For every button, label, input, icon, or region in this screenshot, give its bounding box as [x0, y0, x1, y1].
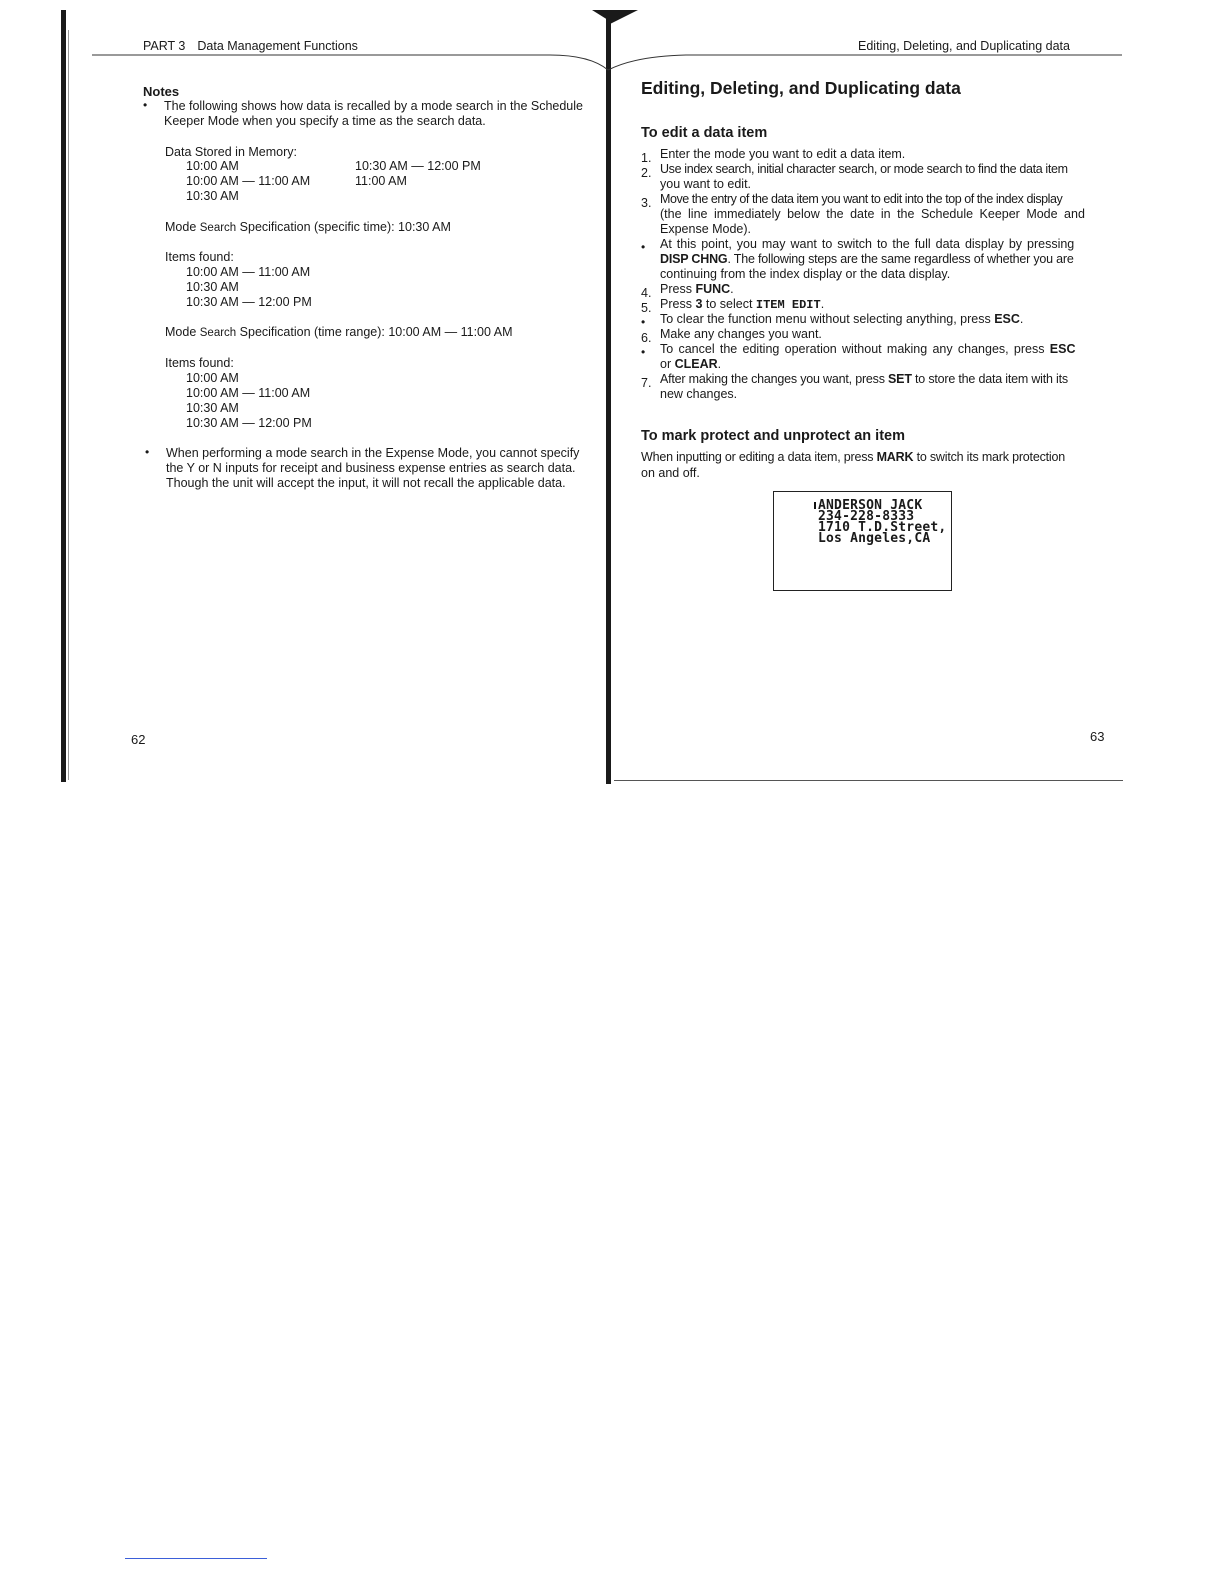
items-found-2-item: 10:00 AM — 11:00 AM [186, 386, 311, 400]
step-4-text [660, 282, 734, 297]
bullet3-post: . [717, 357, 722, 371]
lcd-display [773, 491, 952, 591]
bullet2-pre: To clear the function menu without selecting anything, press [660, 312, 995, 326]
bullet1-line3: continuing from the index display or the data display. [660, 267, 951, 281]
step-2-line2: you want to edit. [660, 177, 752, 191]
left-binding-edge [61, 10, 66, 782]
lcd-line: 234-228-8333 [818, 509, 915, 524]
note2-line1: When performing a mode search in the Expense Mode, you cannot specify [166, 446, 580, 460]
key-clear: CLEAR [674, 357, 718, 371]
step-5-post: . [820, 297, 825, 311]
step-number: 1. [641, 151, 652, 165]
section1-heading: To edit a data item [641, 125, 768, 141]
items-found-1-item: 10:00 AM — 11:00 AM [186, 265, 311, 279]
spec2-part-a: Mode [165, 325, 200, 339]
step-7-pre: After making the changes you want, press [660, 372, 889, 386]
bullet3-line1 [660, 342, 1075, 357]
bullet1-line2-rest: . The following steps are the same regardless of whether you are [727, 252, 1074, 266]
right-bottom-rule [614, 780, 1123, 781]
bullet1-line1: At this point, you may want to switch to the full data display by pressing [660, 237, 1075, 251]
step-3-line1: Move the entry of the data item you want to edit into the top of the index display [660, 192, 1063, 206]
step-3-line3: Expense Mode). [660, 222, 752, 236]
items-found-label-1: Items found: [165, 250, 234, 264]
items-found-2-item: 10:00 AM [186, 371, 239, 385]
items-found-2-item: 10:30 AM [186, 401, 239, 415]
section2-post: to switch its mark protection [913, 450, 1065, 464]
lcd-line: Los Angeles,CA [818, 531, 931, 546]
spec2-part-c: Specification (time range): 10:00 AM — 11:00 AM [236, 325, 513, 339]
step-2-line1: Use index search, initial character search, or mode search to find the data item [660, 162, 1068, 176]
bullet1-line2 [660, 252, 1074, 267]
step-number: 5. [641, 301, 652, 315]
data-stored-label: Data Stored in Memory: [165, 145, 297, 159]
data-stored-item: 10:00 AM [186, 159, 239, 173]
data-stored-item: 10:00 AM — 11:00 AM [186, 174, 311, 188]
lcd-line: 1710 T.D.Street, [818, 520, 947, 535]
note1-line2: Keeper Mode when you specify a time as the search data. [164, 114, 486, 128]
spec2 [165, 325, 512, 341]
notes-heading: Notes [143, 84, 180, 99]
spec2-part-b: Search [199, 327, 237, 339]
step-number: 2. [641, 166, 652, 180]
bullet3-line2-pre: or [660, 357, 675, 371]
key-mark: MARK [876, 450, 914, 464]
step-number: 6. [641, 331, 652, 345]
step-4-pre: Press [660, 282, 696, 296]
note2-line2: the Y or N inputs for receipt and business expense entries as search data. [166, 461, 576, 475]
step-3-line2: (the line immediately below the date in the Schedule Keeper Mode and [660, 207, 1085, 221]
key-3: 3 [695, 297, 703, 311]
left-binding-edge-thin [68, 30, 69, 780]
left-header-part: PART 3 [143, 39, 186, 53]
section2-line1 [641, 450, 1065, 465]
bullet: • [641, 240, 646, 254]
items-found-1-item: 10:30 AM [186, 280, 239, 294]
menu-item-edit: ITEM EDIT [755, 298, 821, 312]
section2-heading: To mark protect and unprotect an item [641, 428, 905, 444]
footer-link-rule [125, 1558, 267, 1559]
section2-pre: When inputting or editing a data item, press [641, 450, 877, 464]
section2-line2: on and off. [641, 466, 700, 480]
lcd-mark-indicator [814, 502, 816, 509]
spec1-part-a: Mode [165, 220, 200, 234]
key-disp-chng: DISP CHNG [660, 252, 728, 266]
key-func: FUNC [695, 282, 731, 296]
lcd-line: ANDERSON JACK [818, 498, 923, 513]
note1-line1: The following shows how data is recalled by a mode search in the Schedule [164, 99, 583, 113]
bullet-note1: • [143, 98, 148, 112]
data-stored-item: 10:30 AM [186, 189, 239, 203]
step-number: 7. [641, 376, 652, 390]
bullet2-post: . [1019, 312, 1024, 326]
bullet2-text [660, 312, 1023, 327]
note2-line3: Though the unit will accept the input, it will not recall the applicable data. [166, 476, 566, 490]
step-number: 4. [641, 286, 652, 300]
left-page-number: 62 [131, 732, 146, 747]
items-found-2-item: 10:30 AM — 12:00 PM [186, 416, 312, 430]
right-header-title: Editing, Deleting, and Duplicating data [858, 39, 1070, 53]
left-header [143, 39, 358, 53]
step-number: 3. [641, 196, 652, 210]
bullet3-pre: To cancel the editing operation without making any changes, press [660, 342, 1050, 356]
key-esc: ESC [994, 312, 1020, 326]
step-1-text: Enter the mode you want to edit a data item. [660, 147, 906, 161]
step-6-text: Make any changes you want. [660, 327, 822, 341]
step-4-post: . [730, 282, 734, 296]
right-page-number: 63 [1090, 729, 1105, 744]
spec1-part-b: Search [199, 222, 237, 234]
spec1 [165, 220, 451, 236]
step-7-line1 [660, 372, 1068, 387]
items-found-label-2: Items found: [165, 356, 234, 370]
step-5-mid: to select [702, 297, 756, 311]
data-stored-item: 11:00 AM [355, 174, 407, 188]
spec1-part-c: Specification (specific time): 10:30 AM [236, 220, 451, 234]
left-header-rule [90, 52, 610, 72]
step-7-line2: new changes. [660, 387, 738, 401]
step-7-post: to store the data item with its [911, 372, 1068, 386]
data-stored-item: 10:30 AM — 12:00 PM [355, 159, 481, 173]
step-5-pre: Press [660, 297, 696, 311]
key-set: SET [888, 372, 912, 386]
bullet-note2: • [145, 445, 150, 459]
bullet3-line2 [660, 357, 721, 372]
key-esc: ESC [1049, 342, 1076, 356]
center-spine-mark [560, 0, 660, 785]
bullet: • [641, 345, 646, 359]
bullet: • [641, 315, 646, 329]
items-found-1-item: 10:30 AM — 12:00 PM [186, 295, 312, 309]
main-heading: Editing, Deleting, and Duplicating data [641, 78, 961, 98]
right-header-rule [606, 52, 1126, 72]
step-5-text [660, 297, 824, 313]
left-header-title: Data Management Functions [197, 39, 358, 53]
